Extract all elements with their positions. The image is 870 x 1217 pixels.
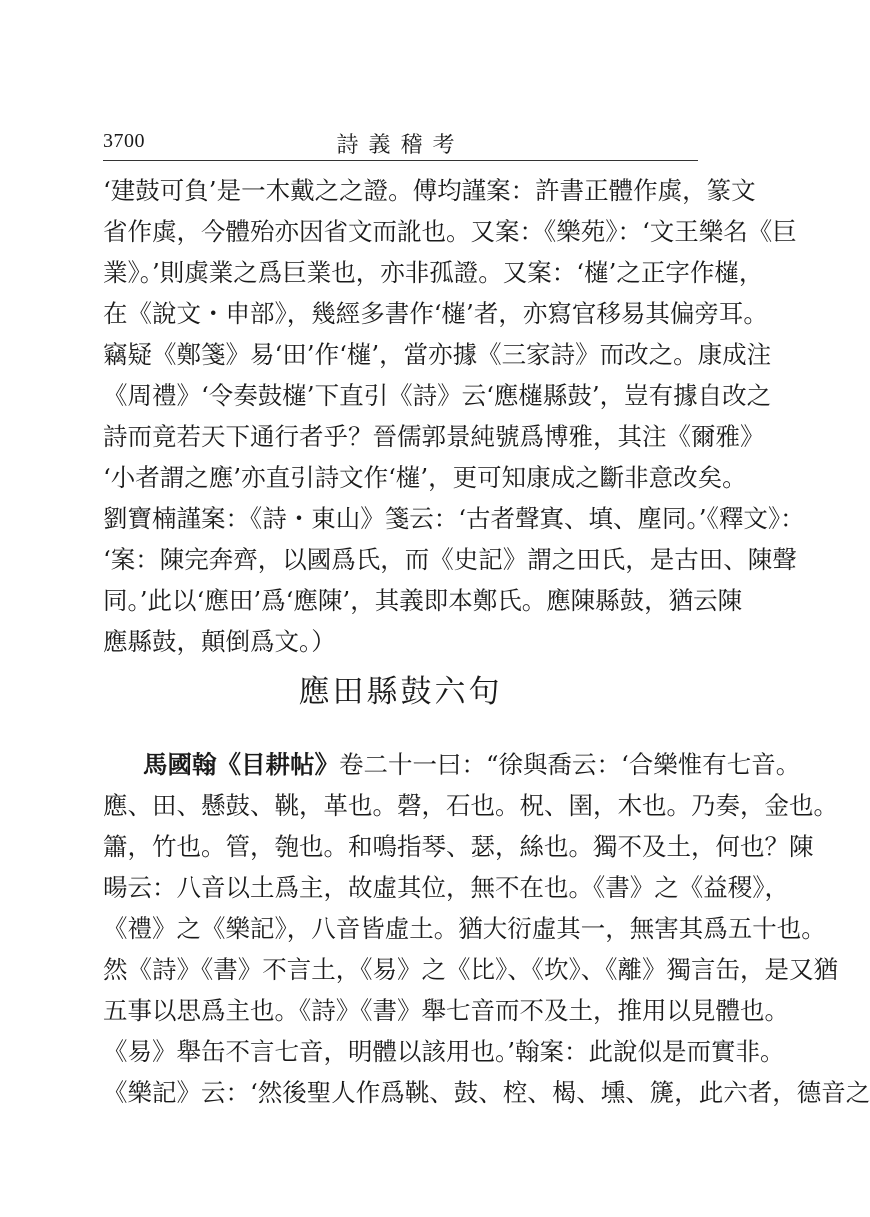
- header-rule: [103, 160, 698, 161]
- lower-paragraph: [103, 744, 870, 1113]
- text-line: 然《詩》《書》不言土，《易》之《比》、《坎》、《離》獨言缶，是又猶: [103, 955, 838, 984]
- text-line: 暘云：八音以土爲主，故虛其位，無不在也。《書》之《益稷》，: [103, 873, 789, 902]
- page-number: 3700: [103, 130, 145, 152]
- text-line: 《樂記》云：‘然後聖人作爲鞉、鼓、椌、楬、壎、篪，此六者，德音之: [103, 1078, 870, 1107]
- text-line: 詩而竟若天下通行者乎？晉儒郭景純號爲博雅，其注《爾雅》: [103, 422, 765, 451]
- text-line: 應縣鼓，顛倒爲文。）: [103, 627, 336, 656]
- text-line: 五事以思爲主也。《詩》《書》舉七音而不及土，推用以見體也。: [103, 996, 789, 1025]
- text-line: 《易》舉缶不言七音，明體以該用也。’翰案：此說似是而實非。: [103, 1037, 785, 1066]
- text-line: 省作虡，今體殆亦因省文而訛也。又案：《樂苑》：‘文王樂名《巨: [103, 217, 797, 246]
- running-title: 詩義稽考: [336, 133, 465, 158]
- page-header: [103, 128, 698, 162]
- text-line: 簫，竹也。管，匏也。和鳴指琴、瑟，絲也。獨不及土，何也？陳: [103, 832, 814, 861]
- upper-paragraph: [103, 170, 805, 662]
- text-line: 在《說文・申部》，幾經多書作‘𣝤’者，亦寫官移易其偏旁耳。: [103, 299, 768, 328]
- text-line: 竊疑《鄭箋》易‘田’作‘𣝤’，當亦據《三家詩》而改之。康成注: [103, 340, 772, 369]
- text-line: 劉寶楠謹案：《詩・東山》箋云：‘古者聲寘、填、塵同。’《釋文》：: [103, 504, 805, 533]
- section-title: 應田縣鼓六句: [298, 674, 503, 710]
- text-line: 《周禮》‘令奏鼓𣝤’下直引《詩》云‘應𣝤縣鼓’，豈有據自改之: [103, 381, 772, 410]
- text-line: ‘小者謂之應’亦直引詩文作‘𣝤’，更可知康成之斷非意改矣。: [103, 463, 747, 492]
- text-line: 應、田、懸鼓、鞉，革也。磬，石也。柷、圉，木也。乃奏，金也。: [103, 791, 838, 820]
- text-line: ‘建鼓可負’是一木戴之之證。傅均謹案：許書正體作虡，篆文: [103, 176, 756, 205]
- text-line: 《禮》之《樂記》，八音皆虛土。猶大衍虛其一，無害其爲五十也。: [103, 914, 826, 943]
- text-line: 業》。’則虡業之爲巨業也，亦非孤證。又案：‘𣝤’之正字作𣝤，: [103, 258, 764, 287]
- text-line: ‘案：陳完奔齊，以國爲氏，而《史記》謂之田氏，是古田、陳聲: [103, 545, 797, 574]
- text-line: 同。’此以‘應田’爲‘應陳’，其義即本鄭氏。應陳縣鼓，猶云陳: [103, 586, 743, 615]
- author-citation: 馬國翰《目耕帖》: [143, 750, 339, 779]
- text-line-rest: 卷二十一曰：“徐與喬云：‘合樂惟有七音。: [339, 750, 801, 779]
- text-line-first: [103, 744, 801, 785]
